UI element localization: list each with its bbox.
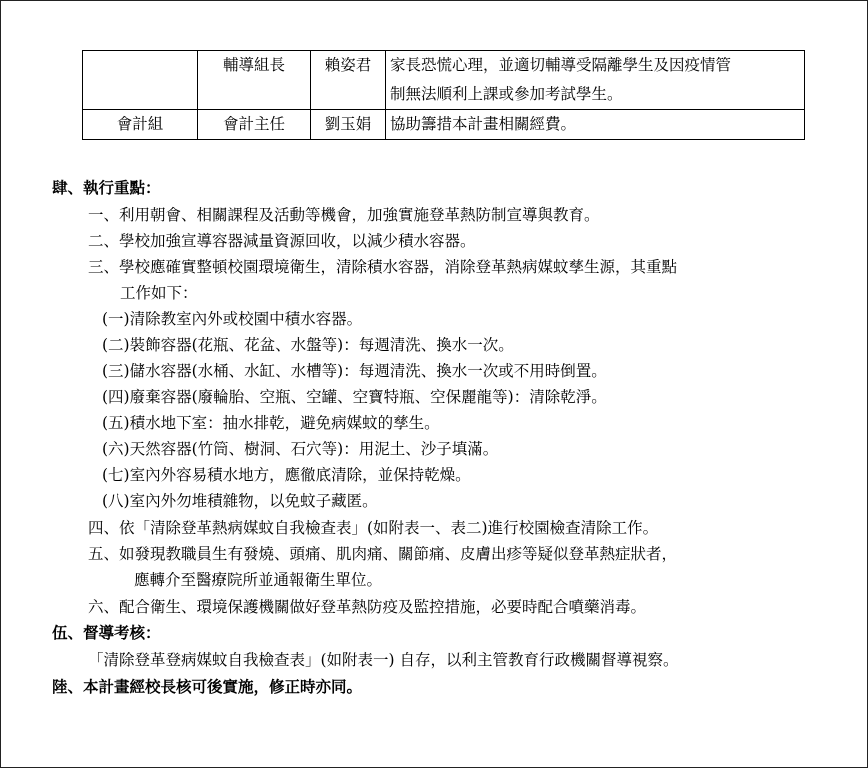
- subitem: (七)室內外容易積水地方，應徹底清除，並保持乾燥。: [102, 466, 471, 484]
- subitem: (六)天然容器(竹筒、樹洞、石穴等)：用泥土、沙子填滿。: [102, 440, 499, 458]
- item-2: 二、學校加強宣導容器減量資源回收，以減少積水容器。: [88, 232, 476, 250]
- section6-heading: 陸、本計畫經校長核可後實施，修正時亦同。: [52, 678, 363, 696]
- table-row: [83, 51, 805, 110]
- item-3: 三、學校應確實整頓校園環境衛生，清除積水容器，消除登革熱病媒蚊孳生源，其重點: [88, 258, 678, 276]
- subitem: (八)室內外勿堆積雜物，以免蚊子藏匿。: [102, 492, 378, 510]
- section5-heading: 伍、督導考核：: [52, 624, 161, 642]
- title-cell: 會計主任: [198, 110, 311, 140]
- subitem: (四)廢棄容器(廢輪胎、空瓶、空罐、空寶特瓶、空保麗龍等)：清除乾淨。: [102, 388, 607, 406]
- group-cell: 會計組: [83, 110, 198, 140]
- item-5: 五、如發現教職員生有發燒、頭痛、肌肉痛、關節痛、皮膚出疹等疑似登革熱症狀者，: [88, 545, 678, 563]
- duty-cell: [386, 51, 805, 110]
- duty-line: 家長恐慌心理，並適切輔導受隔離學生及因疫情管: [390, 56, 732, 74]
- subitem: (三)儲水容器(水桶、水缸、水槽等)：每週清洗、換水一次或不用時倒置。: [102, 362, 607, 380]
- staff-table: [82, 50, 805, 140]
- duty-cell: [386, 110, 805, 140]
- item-1: 一、利用朝會、相關課程及活動等機會，加強實施登革熱防制宣導與教育。: [88, 206, 600, 224]
- subitem: (五)積水地下室：抽水排乾，避免病媒蚊的孳生。: [102, 414, 440, 432]
- table-row: [83, 110, 805, 140]
- duty-line: 協助籌措本計畫相關經費。: [390, 115, 577, 133]
- name-cell: 劉玉娟: [311, 110, 386, 140]
- subitem: (二)裝飾容器(花瓶、花盆、水盤等)：每週清洗、換水一次。: [102, 336, 514, 354]
- item-3-continued: 工作如下：: [120, 284, 198, 302]
- duty-line: 制無法順利上課或參加考試學生。: [390, 85, 623, 103]
- group-cell: [83, 51, 198, 110]
- title-cell: 輔導組長: [198, 51, 311, 110]
- section4-heading: 肆、執行重點：: [52, 179, 161, 197]
- subitem: (一)清除教室內外或校園中積水容器。: [102, 310, 363, 328]
- item-6: 六、配合衛生、環境保護機關做好登革熱防疫及監控措施，必要時配合噴藥消毒。: [88, 598, 647, 616]
- item-4: 四、依「清除登革熱病媒蚊自我檢查表」(如附表一、表二)進行校園檢查清除工作。: [88, 519, 659, 537]
- item-5-continued: 應轉介至醫療院所並通報衛生單位。: [134, 571, 383, 589]
- section5-body: 「清除登革登病媒蚊自我檢查表」(如附表一) 自存，以利主管教育行政機關督導視察。: [88, 651, 679, 669]
- name-cell: 賴姿君: [311, 51, 386, 110]
